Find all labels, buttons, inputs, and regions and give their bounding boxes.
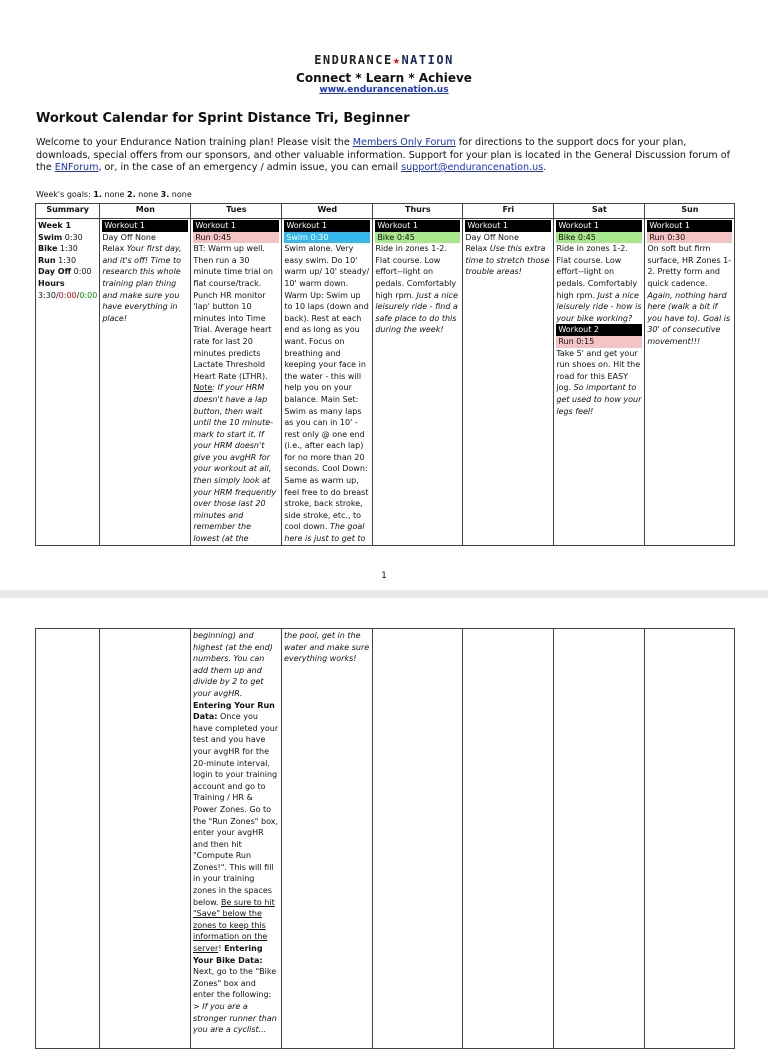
table-row xyxy=(36,219,735,546)
workout-header: Workout 1 xyxy=(556,220,642,232)
table-header-row xyxy=(36,204,735,219)
intro-paragraph: Welcome to your Endurance Nation training plan! Please visit the Members Only Forum for directions to the support docs for your plan, downloads, special offers from our sponsors, and other valuable information. Support for your plan is located in the General Discussion forum of the ENForum, or, in the case of an emergency / admin issue, you can email support@endurancenation.us. xyxy=(36,137,730,173)
workout-header: Workout 1 xyxy=(375,220,460,232)
wed-cell: the pool, get in the water and make sure everything works! xyxy=(282,629,373,1049)
bike-duration: Bike 0:45 xyxy=(375,232,460,244)
sat-cell: Workout 1 Bike 0:45 Ride in zones 1-2. Flat course. Low effort--light on pedals. Comfortably high rpm. Just a nice leisurely ride - how is your bike working? Workout 2 Run 0:15 Take 5' and get your run shoes on. Hit the road for this EASY jog. So important to get used to how your legs feel! xyxy=(554,219,645,546)
workout-calendar-table xyxy=(35,203,735,546)
column-header: Summary xyxy=(36,204,100,219)
column-header: Sat xyxy=(554,204,645,219)
star-icon: ★ xyxy=(392,53,402,67)
enforum-link[interactable]: ENForum xyxy=(54,162,99,173)
column-header: Thurs xyxy=(373,204,463,219)
page-2 xyxy=(0,598,768,1035)
sun-cell xyxy=(645,629,735,1049)
mon-cell xyxy=(100,629,191,1049)
tagline: Connect * Learn * Achieve xyxy=(296,71,472,85)
fri-cell: Workout 1 Day Off None Relax Use this extra time to stretch those trouble areas! xyxy=(463,219,554,546)
column-header: Fri xyxy=(463,204,554,219)
workout-header: Workout 2 xyxy=(556,324,642,336)
workout-calendar-table-continued xyxy=(35,628,735,1049)
mon-cell: Workout 1 Day Off None Relax Your first day, and it's off! Time to research this whole training plan thing and make sure you have everything in place! xyxy=(100,219,191,546)
website-link[interactable]: www.endurancenation.us xyxy=(319,85,449,95)
page-gap xyxy=(0,590,768,598)
run-duration: Run 0:45 xyxy=(193,232,279,244)
endurance-nation-logo: ENDURANCE★NATION xyxy=(314,53,454,67)
column-header: Mon xyxy=(100,204,191,219)
run-duration: Run 0:15 xyxy=(556,336,642,348)
thurs-cell: Workout 1 Bike 0:45 Ride in zones 1-2. Flat course. Low effort--light on pedals. Comfortably high rpm. Just a nice leisurely ride - find a safe place to do this during the week! xyxy=(373,219,463,546)
page-title: Workout Calendar for Sprint Distance Tri, Beginner xyxy=(36,111,410,126)
workout-header: Workout 1 xyxy=(284,220,370,232)
swim-duration: Swim 0:30 xyxy=(284,232,370,244)
page-number: 1 xyxy=(381,571,387,581)
run-duration: Run 0:30 xyxy=(647,232,732,244)
wed-cell: Workout 1 Swim 0:30 Swim alone. Very easy swim. Do 10' warm up/ 10' steady/ 10' warm down. Warm Up: Swim up to 10 laps (down and back). Rest at each end as long as you want. Focus on breathing and keeping your face in the water - this will help you on your balance. Main Set: Swim as many laps as you can in 10' - rest only @ one end (i.e., after each lap) for no more than 20 seconds. Cool Down: Same as warm up, feel free to do breast stroke, back stroke, side stroke, etc., to cool down. The goal here is just to get to xyxy=(282,219,373,546)
thurs-cell xyxy=(373,629,463,1049)
tues-cell: Workout 1 Run 0:45 BT: Warm up well. Then run a 30 minute time trial on flat course/track. Punch HR monitor 'lap' button 10 minutes into Time Trial. Average heart rate for last 20 minutes predicts Lactate Threshold Heart Rate (LTHR). Note: If your HRM doesn't have a lap button, then wait until the 10 minute-mark to start it. If your HRM doesn't give you avgHR for your workout at all, then simply look at your HRM frequently over those last 20 minutes and remember the lowest (at the xyxy=(191,219,282,546)
summary-cell: Week 1 Swim 0:30 Bike 1:30 Run 1:30 Day Off 0:00 Hours 3:30/0:00/0:00 xyxy=(36,219,100,546)
workout-header: Workout 1 xyxy=(647,220,732,232)
workout-header: Workout 1 xyxy=(193,220,279,232)
sun-cell: Workout 1 Run 0:30 On soft but firm surface, HR Zones 1-2. Pretty form and quick cadence. Again, nothing hard here (walk a bit if you have to). Goal is 30' of consecutive movement!!! xyxy=(645,219,735,546)
table-row xyxy=(36,629,735,1049)
column-header: Wed xyxy=(282,204,373,219)
fri-cell xyxy=(463,629,554,1049)
tues-cell: beginning) and highest (at the end) numbers. You can add them up and divide by 2 to get your avgHR. Entering Your Run Data: Once you have completed your test and you have your avgHR for the 20-minute interval, login to your training account and go to Training / HR & Power Zones. Go to the "Run Zones" box, enter your avgHR and then hit "Compute Run Zones!". This will fill in your training zones in the spaces below. Be sure to hit "Save" below the zones to keep this information on the server! Entering Your Bike Data: Next, go to the "Bike Zones" box and enter the following: > If you are a stronger runner than you are a cyclist... xyxy=(191,629,282,1049)
column-header: Tues xyxy=(191,204,282,219)
members-forum-link[interactable]: Members Only Forum xyxy=(352,137,456,148)
workout-header: Workout 1 xyxy=(465,220,551,232)
workout-header: Workout 1 xyxy=(102,220,188,232)
support-email-link[interactable]: support@endurancenation.us xyxy=(401,162,544,173)
bike-duration: Bike 0:45 xyxy=(556,232,642,244)
summary-cell xyxy=(36,629,100,1049)
weeks-goals: Week's goals: 1. none 2. none 3. none xyxy=(36,190,192,199)
column-header: Sun xyxy=(645,204,735,219)
sat-cell xyxy=(554,629,645,1049)
